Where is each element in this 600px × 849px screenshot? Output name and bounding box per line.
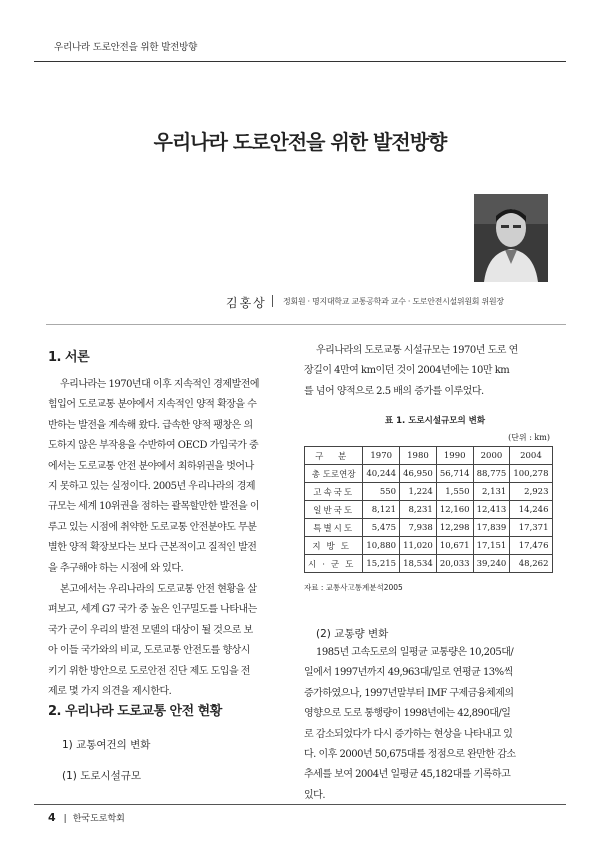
table-cell: 1,224 <box>400 483 437 501</box>
table-cell: 17,476 <box>510 537 552 555</box>
text-line: 우리나라는 1970년대 이후 지속적인 경제발전에 <box>60 379 260 390</box>
table-cell: 8,121 <box>363 501 400 519</box>
table-cell: 12,413 <box>473 501 510 519</box>
text-line: 있다. <box>304 789 325 801</box>
subsection-heading-traffic: (2) 교통량 변화 <box>316 628 389 640</box>
section-1-paragraph-2 <box>48 580 288 702</box>
table-source: 자료 : 교통사고통계분석2005 <box>304 583 403 592</box>
text-line: 을 추구해야 하는 시점에 와 있다. <box>48 562 184 574</box>
table-header-cell: 1970 <box>363 447 400 465</box>
table-header-cell: 구 분 <box>305 447 363 465</box>
text-line: 본고에서는 우리나라의 도로교통 안전 현황을 살 <box>60 584 257 595</box>
author-affiliation: 정회원 · 명지대학교 교통공학과 교수 · 도로안전시설위원회 위원장 <box>283 297 504 306</box>
table-header-row <box>305 447 553 465</box>
text-line: 펴보고, 세계 G7 국가 중 높은 인구밀도를 나타내는 <box>48 604 257 616</box>
table-header-cell: 1980 <box>400 447 437 465</box>
table-header-cell: 2000 <box>473 447 510 465</box>
table-cell: 550 <box>363 483 400 501</box>
table-row-label: 지방도 <box>305 537 363 555</box>
table-cell: 15,215 <box>363 555 400 573</box>
article-title: 우리나라 도로안전을 위한 발전방향 <box>153 130 447 154</box>
table-row-label: 일반국도 <box>305 501 363 519</box>
table-cell: 2,131 <box>473 483 510 501</box>
table-cell: 1,550 <box>436 483 473 501</box>
text-line: 에서는 도로교통 안전 분야에서 최하위권을 벗어나 <box>48 460 254 472</box>
subsection-heading: 1) 교통여건의 변화 <box>62 739 151 751</box>
table-cell: 88,775 <box>473 465 510 483</box>
table-cell: 56,714 <box>436 465 473 483</box>
author-line <box>0 294 600 312</box>
table-row-label: 고속국도 <box>305 483 363 501</box>
table-header-cell: 2004 <box>510 447 552 465</box>
right-paragraph-2 <box>304 643 552 806</box>
text-line: 규모는 세계 10위권을 점하는 괄목할만한 발전을 이 <box>48 501 259 513</box>
text-line: 국가 군이 우리의 발전 모델의 대상이 될 것으로 보 <box>48 624 253 636</box>
text-line: 키기 위한 방안으로 도로안전 진단 제도 도입을 전 <box>48 665 250 677</box>
right-paragraph-1 <box>304 341 552 402</box>
author-photo <box>474 194 548 282</box>
text-line: 루고 있는 시점에 취약한 도로교통 안전분야도 무분 <box>48 521 257 533</box>
table-cell: 48,262 <box>510 555 552 573</box>
text-line: 힘입어 도로교통 분야에서 지속적인 양적 확장을 수 <box>48 399 257 411</box>
table-cell: 17,839 <box>473 519 510 537</box>
text-line: 우리나라의 도로교통 시설규모는 1970년 도로 연 <box>316 345 518 356</box>
table-cell: 12,160 <box>436 501 473 519</box>
table-cell: 12,298 <box>436 519 473 537</box>
table-cell: 20,033 <box>436 555 473 573</box>
author-divider <box>272 295 273 307</box>
publisher-name: 한국도로학회 <box>72 814 125 824</box>
table-row <box>305 501 553 519</box>
table-row-label: 시·군도 <box>305 555 363 573</box>
table-cell: 46,950 <box>400 465 437 483</box>
text-line: 를 넘어 양적으로 2.5 배의 증가를 이루었다. <box>304 385 484 397</box>
author-rule <box>46 324 566 325</box>
table-cell: 18,534 <box>400 555 437 573</box>
author-name: 김홍상 <box>226 296 267 310</box>
text-line: 로 감소되었다가 다시 증가하는 현상을 나타내고 있 <box>304 728 513 740</box>
table-cell: 39,240 <box>473 555 510 573</box>
text-line: 증가하였으나, 1997년말부터 IMF 구제금융체제의 <box>304 687 514 699</box>
table-title: 표 1. 도로시설규모의 변화 <box>384 416 486 426</box>
table-cell: 2,923 <box>510 483 552 501</box>
table-row <box>305 465 553 483</box>
table-row-label: 총 도로연장 <box>305 465 363 483</box>
text-line: 추세를 보여 2004년 일평균 45,182대를 기록하고 <box>304 769 511 781</box>
table-cell: 14,246 <box>510 501 552 519</box>
text-line: 반하는 발전을 계속해 왔다. 급속한 양적 팽창은 의 <box>48 419 253 431</box>
table-row <box>305 555 553 573</box>
table-cell: 10,880 <box>363 537 400 555</box>
text-line: 다. 이후 2000년 50,675대를 정점으로 완만한 감소 <box>304 749 516 761</box>
text-line: 별한 양적 확장보다는 보다 근본적이고 질적인 발전 <box>48 542 257 554</box>
table-cell: 17,371 <box>510 519 552 537</box>
text-line: 도하지 않은 부작용을 수반하여 OECD 가입국가 중 <box>48 440 259 452</box>
table-cell: 17,151 <box>473 537 510 555</box>
table-cell: 100,278 <box>510 465 552 483</box>
text-line: 일에서 1997년까지 49,963대/일로 연평균 13%씩 <box>304 667 513 679</box>
page-number: 4 <box>48 811 56 824</box>
running-header <box>0 0 600 64</box>
text-line: 장길이 4만여 km이던 것이 2004년에는 10만 km <box>304 365 510 377</box>
table-unit: (단위 : km) <box>508 433 550 442</box>
text-line: 아 이들 국가와의 비교, 도로교통 안전도를 향상시 <box>48 645 250 657</box>
table-cell: 10,671 <box>436 537 473 555</box>
section-1-paragraph-1 <box>48 375 288 579</box>
road-facility-table <box>304 446 553 573</box>
table-header-cell: 1990 <box>436 447 473 465</box>
section-1-heading: 1. 서론 <box>48 350 90 365</box>
table-cell: 40,244 <box>363 465 400 483</box>
table-row <box>305 519 553 537</box>
section-2-heading: 2. 우리나라 도로교통 안전 현황 <box>48 704 222 719</box>
table-cell: 11,020 <box>400 537 437 555</box>
header-rule <box>34 61 566 62</box>
page-footer <box>48 811 125 824</box>
text-line: 영향으로 도로 통행량이 1998년에는 42,890대/일 <box>304 708 511 720</box>
table-cell: 8,231 <box>400 501 437 519</box>
table-cell: 7,938 <box>400 519 437 537</box>
table-row <box>305 483 553 501</box>
table-row <box>305 537 553 555</box>
text-line: 지 못하고 있는 실정이다. 2005년 우리나라의 경제 <box>48 481 256 493</box>
running-head-title: 우리나라 도로안전을 위한 발전방향 <box>54 42 198 53</box>
table-cell: 5,475 <box>363 519 400 537</box>
text-line: 제로 몇 가지 의견을 제시한다. <box>48 686 172 698</box>
footer-rule <box>34 804 566 805</box>
table-row-label: 특별시도 <box>305 519 363 537</box>
footer-separator: | <box>63 814 67 824</box>
subsubsection-heading: (1) 도로시설규모 <box>62 770 142 782</box>
text-line: 1985년 고속도로의 일평균 교통량은 10,205대/ <box>316 647 514 658</box>
